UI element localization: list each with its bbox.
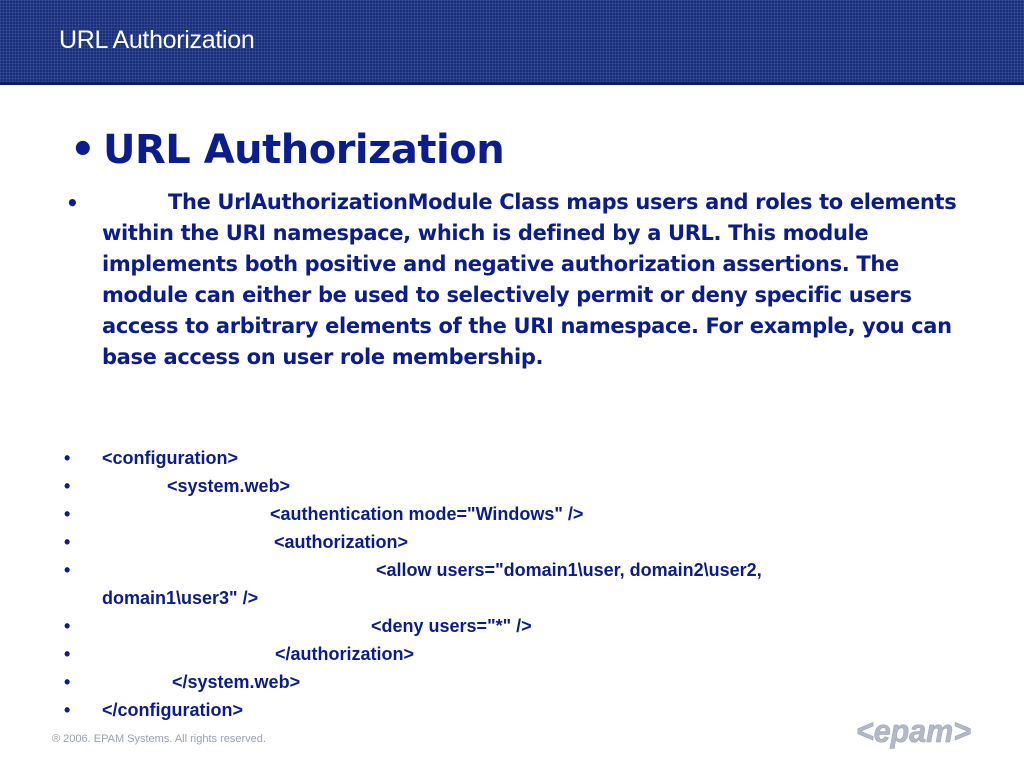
code-text: </system.web> xyxy=(172,672,301,692)
code-line xyxy=(0,640,1024,668)
code-line xyxy=(0,668,1024,696)
code-bullet: • xyxy=(64,448,71,468)
slide-title: URL Authorization xyxy=(59,26,255,54)
code-bullet: • xyxy=(64,616,71,636)
code-bullet: • xyxy=(64,504,71,524)
code-line xyxy=(0,500,1024,528)
description-text: The UrlAuthorizationModule Class maps users and roles to elements within the URI namespace, which is defined by a URL. This module implements both positive and negative authorization assertions. The module can either be used to selectively permit or deny specific users access to arbitrary elements of the URI namespace. For example, you can base access on user role membership. xyxy=(102,190,957,369)
code-bullet: • xyxy=(64,700,71,720)
code-line xyxy=(0,444,1024,472)
code-list xyxy=(0,444,1024,724)
header-divider xyxy=(0,82,1024,85)
code-bullet: • xyxy=(64,532,71,552)
code-text: <deny users="*" /> xyxy=(371,616,532,636)
paragraph-bullet: • xyxy=(66,191,79,215)
heading-bullet: • xyxy=(70,127,96,173)
code-text: </configuration> xyxy=(102,700,244,720)
code-text: <allow users="domain1\user, domain2\user2, xyxy=(376,560,762,580)
copyright-footer: ® 2006. EPAM Systems. All rights reserved. xyxy=(52,733,266,745)
code-line xyxy=(0,528,1024,556)
epam-logo-icon xyxy=(856,712,976,752)
code-text: <system.web> xyxy=(167,476,291,496)
description-paragraph xyxy=(102,187,972,373)
code-text: <configuration> xyxy=(102,448,239,468)
code-bullet: • xyxy=(64,644,71,664)
code-bullet: • xyxy=(64,476,71,496)
content-heading: URL Authorization xyxy=(103,127,505,173)
code-text: <authentication mode="Windows" /> xyxy=(270,504,584,524)
code-text: </authorization> xyxy=(275,644,415,664)
code-line xyxy=(0,556,1024,612)
code-bullet: • xyxy=(64,672,71,692)
code-text-continuation: domain1\user3" /> xyxy=(102,588,259,608)
logo-text: <epam> xyxy=(856,713,971,749)
code-bullet: • xyxy=(64,560,71,580)
code-text: <authorization> xyxy=(274,532,409,552)
code-line xyxy=(0,472,1024,500)
code-line xyxy=(0,612,1024,640)
